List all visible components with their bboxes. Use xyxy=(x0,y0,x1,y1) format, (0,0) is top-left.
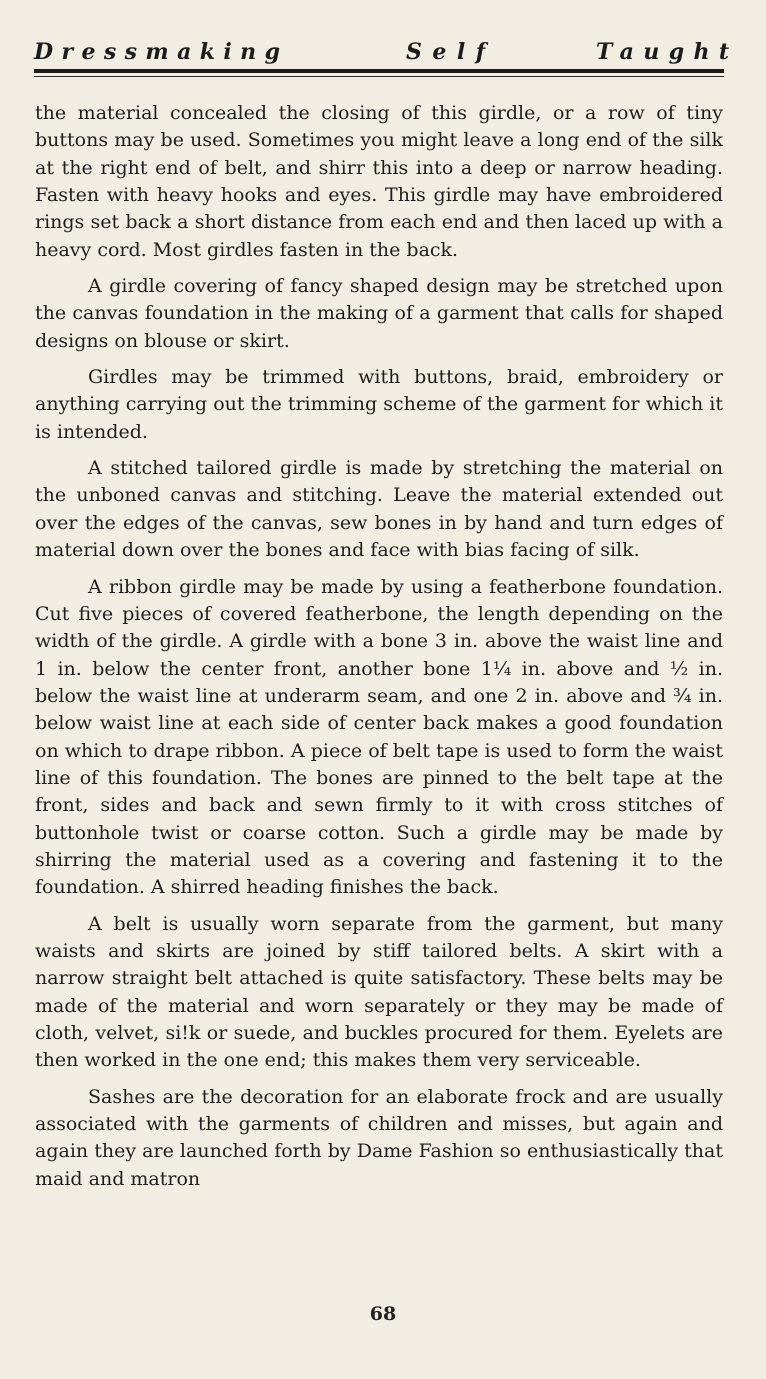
paragraph-sashes: Sashes are the decoration for an elaborate frock and are usually associated with the garments of children and misses, but again and again they are launched forth by Dame Fashion so enthusiastically that maid and matron xyxy=(35,1085,723,1190)
paragraph-fancy-girdle: A girdle covering of fancy shaped design may be stretched upon the canvas foundation in the making of a garment that calls for shaped designs on blouse or skirt. xyxy=(35,275,723,352)
body-text xyxy=(35,100,723,1202)
running-head xyxy=(34,34,739,70)
paragraph-ribbon-girdle: A ribbon girdle may be made by using a featherbone foundation. Cut five pieces of covered featherbone, the length depending on the width of the girdle. A girdle with a bone 3 in. above the waist line and 1 in. below the center front, another bone 1¼ in. above and ½ in. below the waist line at underarm seam, and one 2 in. above and ¾ in. below waist line at each side of center back makes a good foundation on which to drape ribbon. A piece of belt tape is used to form the waist line of this foundation. The bones are pinned to the belt tape at the front, sides and back and sewn firmly to it with cross stitches of buttonhole twist or coarse cotton. Such a girdle may be made by shirring the material used as a covering and fastening it to the foundation. A shirred heading finishes the back. xyxy=(35,575,723,899)
paragraph-girdle-closing: the material concealed the closing of this girdle, or a row of tiny buttons may be used. Sometimes you might leave a long end of the silk at the right end of belt, and shirr this into a deep or narrow heading. Fasten with heavy hooks and eyes. This girdle may have embroidered rings set back a short distance from each end and then laced up with a heavy cord. Most girdles fasten in the back. xyxy=(35,102,723,261)
paragraph-girdle-trimming: Girdles may be trimmed with buttons, braid, embroidery or anything carrying out the trimming scheme of the garment for which it is intended. xyxy=(35,366,723,443)
header-rule-thick xyxy=(34,69,724,73)
page-number: 68 xyxy=(369,1303,397,1325)
paragraph-stitched-girdle: A stitched tailored girdle is made by stretching the material on the unboned canvas and stitching. Leave the material extended out over the edges of the canvas, sew bones in by hand and turn edges of material down over the bones and face with bias facing of silk. xyxy=(35,457,723,562)
running-head-word-1: Dressmaking xyxy=(34,39,289,65)
running-head-word-3: Taught xyxy=(596,39,739,65)
header-rule-thin xyxy=(34,76,724,77)
running-head-word-2: Self xyxy=(406,39,496,65)
paragraph-belts: A belt is usually worn separate from the garment, but many waists and skirts are joined by stiff tailored belts. A skirt with a narrow straight belt attached is quite satisfactory. These belts may be made of the material and worn separately or they may be made of cloth, velvet, si!k or suede, and buckles procured for them. Eyelets are then worked in the one end; this makes them very serviceable. xyxy=(35,912,723,1072)
